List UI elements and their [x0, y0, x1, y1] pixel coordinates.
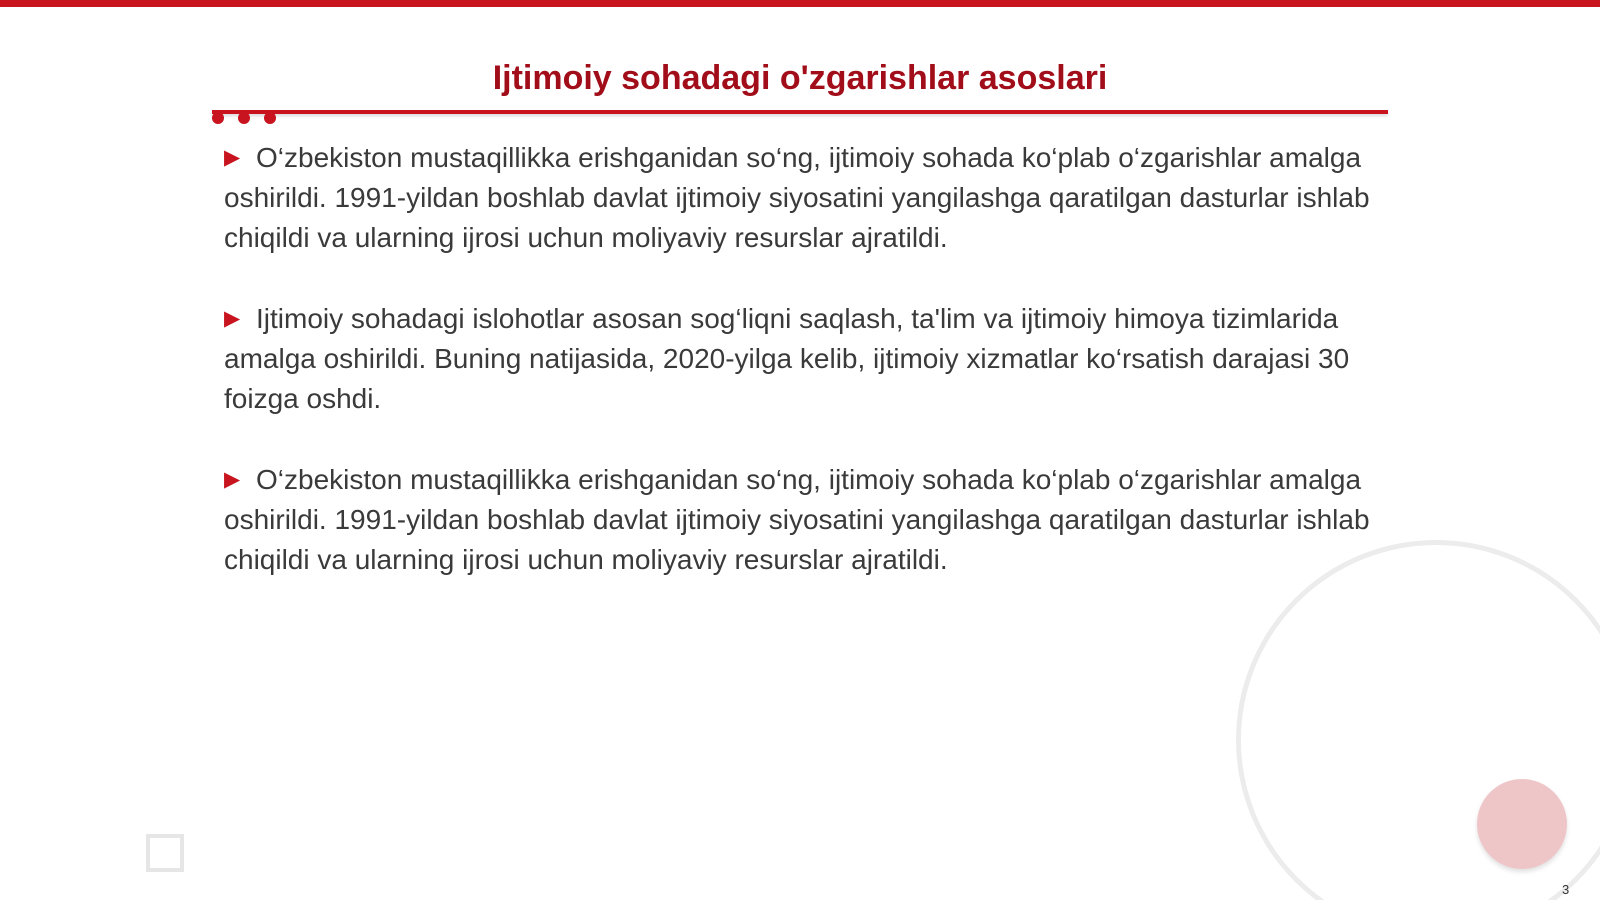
bullet-text: O‘zbekiston mustaqillikka erishganidan so‘ng, ijtimoiy sohada ko‘plab o‘zgarishlar amalga oshirildi. 1991-yildan boshlab davlat ijtimoiy siyosatini yangilashga qaratilgan dasturlar ishlab chiqildi va ularning ijrosi uchun moliyaviy resurslar ajratildi. — [224, 142, 1370, 253]
decor-dot — [264, 112, 276, 124]
bullet-text: Ijtimoiy sohadagi islohotlar asosan sog‘liqni saqlash, ta'lim va ijtimoiy himoya tizimlarida amalga oshirildi. Buning natijasida, 2020-yilga kelib, ijtimoiy xizmatlar ko‘rsatish darajasi 30 foizga oshdi. — [224, 303, 1350, 414]
decor-dot — [212, 112, 224, 124]
bullet-paragraph — [224, 299, 1384, 419]
decor-square-outline — [146, 834, 184, 872]
bullet-arrow-icon: ▶ — [224, 307, 241, 330]
bullet-text: O‘zbekiston mustaqillikka erishganidan so‘ng, ijtimoiy sohada ko‘plab o‘zgarishlar amalga oshirildi. 1991-yildan boshlab davlat ijtimoiy siyosatini yangilashga qaratilgan dasturlar ishlab chiqildi va ularning ijrosi uchun moliyaviy resurslar ajratildi. — [224, 464, 1370, 575]
slide-title: Ijtimoiy sohadagi o'zgarishlar asoslari — [492, 59, 1108, 97]
bullet-arrow-icon: ▶ — [224, 146, 241, 169]
page-number: 3 — [1562, 882, 1570, 897]
top-accent-bar — [0, 0, 1600, 7]
decor-pink-circle — [1477, 779, 1567, 869]
title-dots-decoration — [212, 112, 292, 124]
title-underline — [212, 110, 1388, 114]
bullet-paragraph — [224, 460, 1384, 580]
bullet-paragraph — [224, 138, 1384, 258]
decor-dot — [238, 112, 250, 124]
bullet-arrow-icon: ▶ — [224, 468, 241, 491]
bullet-list — [224, 138, 1384, 621]
